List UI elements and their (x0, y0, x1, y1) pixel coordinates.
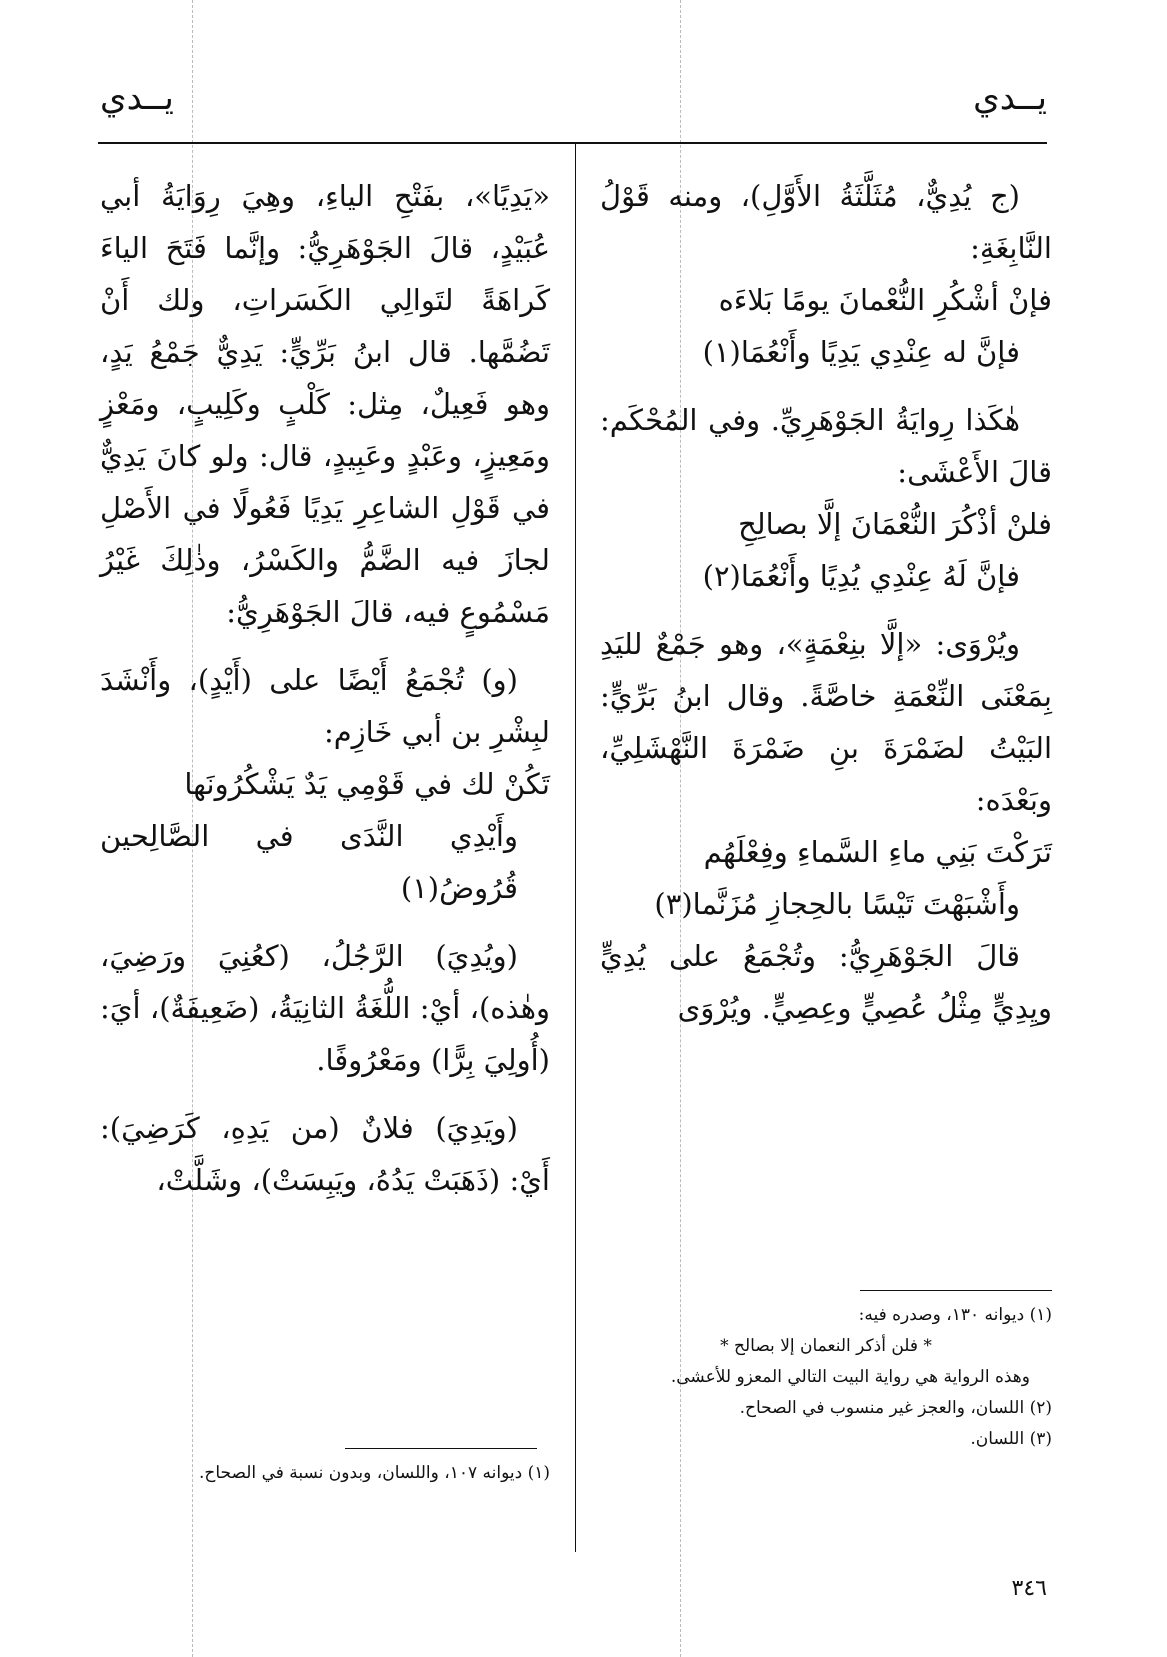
footnote-note: وهذه الرواية هي رواية البيت التالي المعزو للأعشى. (670, 1367, 1030, 1387)
footnote-verse: * فلن أذكر النعمان إلا بصالح * (720, 1336, 932, 1356)
footnote: (١) ديوانه ١٣٠، وصدره فيه: (858, 1305, 1052, 1325)
page-number: ٣٤٦ (1011, 1576, 1047, 1601)
header-rule (98, 142, 1047, 144)
paragraph: قالَ الجَوْهَرِيُّ: وتُجْمَعُ على يُدِيٍّ ويِدِيٍّ مِثْلُ عُصِيٍّ وعِصِيٍّ. ويُرْوَى (600, 939, 1052, 1025)
verse-line: فلنْ أذْكُرَ النُّعْمَانَ إلَّا بصالِحِ (738, 507, 1052, 541)
footnote: (١) ديوانه ١٠٧، واللسان، وبدون نسبة في الصحاح. (198, 1463, 550, 1483)
verse-line: فإنْ أشْكُرِ النُّعْمانَ يومًا بَلاءَه (718, 283, 1052, 317)
paragraph: (ويُدِيَ) الرَّجُلُ، (كعُنِيَ ورَضِيَ، وهٰذه)، أيْ: اللُّغَةُ الثانِيَةُ، (ضَعِيفَةٌ)، أيَ: (أُولِيَ بِرًّا) ومَعْرُوفًا. (100, 939, 550, 1077)
verse-line: فإنَّ لَهُ عِنْدِي يُدِيًا وأَنْعُمَا(٢) (702, 559, 1020, 593)
left-footnotes (100, 1458, 550, 1489)
verse-line: فإنَّ له عِنْدِي يَدِيًا وأَنْعُمَا(١) (702, 335, 1020, 369)
footnote-rule (860, 1290, 1052, 1291)
left-column (100, 170, 550, 1206)
footnote: (٣) اللسان. (970, 1429, 1052, 1449)
paragraph: «يَدِيًا»، بفَتْحِ الياءِ، وهِيَ رِوَايَةُ أبي عُبَيْدٍ، قالَ الجَوْهَرِيُّ: وإنَّما فَتَحَ الياءَ كَراهَةً لتَوالِي الكَسَراتِ، ولك أَنْ تَضُمَّها. قال ابنُ بَرِّيٍّ: يَدِيٌّ جَمْعُ يَدٍ، وهو فَعِيلٌ، مِثل: كَلْبٍ وكَلِيبٍ، ومَعْزٍ ومَعِيزٍ، وعَبْدٍ وعَبِيدٍ، قال: ولو كانَ يَدِيٌّ في قَوْلِ الشاعِرِ يَدِيًا فَعُولًا في الأَصْلِ لجازَ فيه الضَّمُّ والكَسْرُ، وذٰلِكَ غَيْرُ مَسْمُوعٍ فيه، قالَ الجَوْهَرِيُّ: (100, 179, 550, 629)
verse-line: تَكُنْ لك في قَوْمِي يَدٌ يَشْكُرُونَها (184, 767, 550, 801)
paragraph: هٰكَذا رِوايَةُ الجَوْهَرِيِّ. وفي المُحْكَم: قالَ الأَعْشَى: (600, 403, 1052, 489)
right-footnotes (600, 1300, 1052, 1455)
verse-line: وأَشْبَهْتَ تَيْسًا بالحِجازِ مُزَنَّما(٣) (654, 887, 1020, 921)
footnote: (٢) اللسان، والعجز غير منسوب في الصحاح. (739, 1398, 1052, 1418)
verse-line: وأَيْدِي النَّدَى في الصَّالِحين قُرُوضُ(١) (100, 819, 518, 905)
footnote-rule (345, 1448, 537, 1449)
column-divider (575, 142, 576, 1552)
running-head-right: يــدي (973, 78, 1047, 118)
paragraph: (ج يُدِيٌّ، مُثَلَّثَةُ الأَوَّلِ)، ومنه قَوْلُ النَّابِغَةِ: (600, 179, 1052, 265)
paragraph: ويُرْوَى: «إلَّا بنِعْمَةٍ»، وهو جَمْعٌ لليَدِ بِمَعْنَى النِّعْمَةِ خاصَّةً. وقال ابنُ بَرِّيٍّ: البَيْتُ لضَمْرَةَ بنِ ضَمْرَةَ النَّهْشَلِيِّ، وبَعْدَه: (600, 627, 1052, 817)
paragraph: (و) تُجْمَعُ أَيْضًا على (أَيْدٍ)، وأَنْشَدَ لبِشْرِ بن أبي خَازِم: (100, 663, 550, 749)
paragraph: (ويَدِيَ) فلانٌ (من يَدِهِ، كَرَضِيَ): أَيْ: (ذَهَبَتْ يَدُهُ، ويَبِسَتْ)، وشَلَّتْ، (100, 1111, 550, 1197)
right-column (600, 170, 1052, 1034)
verse-line: تَرَكْتَ بَنِي ماءِ السَّماءِ وفِعْلَهُم (703, 835, 1052, 869)
running-head-left: يــدي (100, 78, 174, 118)
